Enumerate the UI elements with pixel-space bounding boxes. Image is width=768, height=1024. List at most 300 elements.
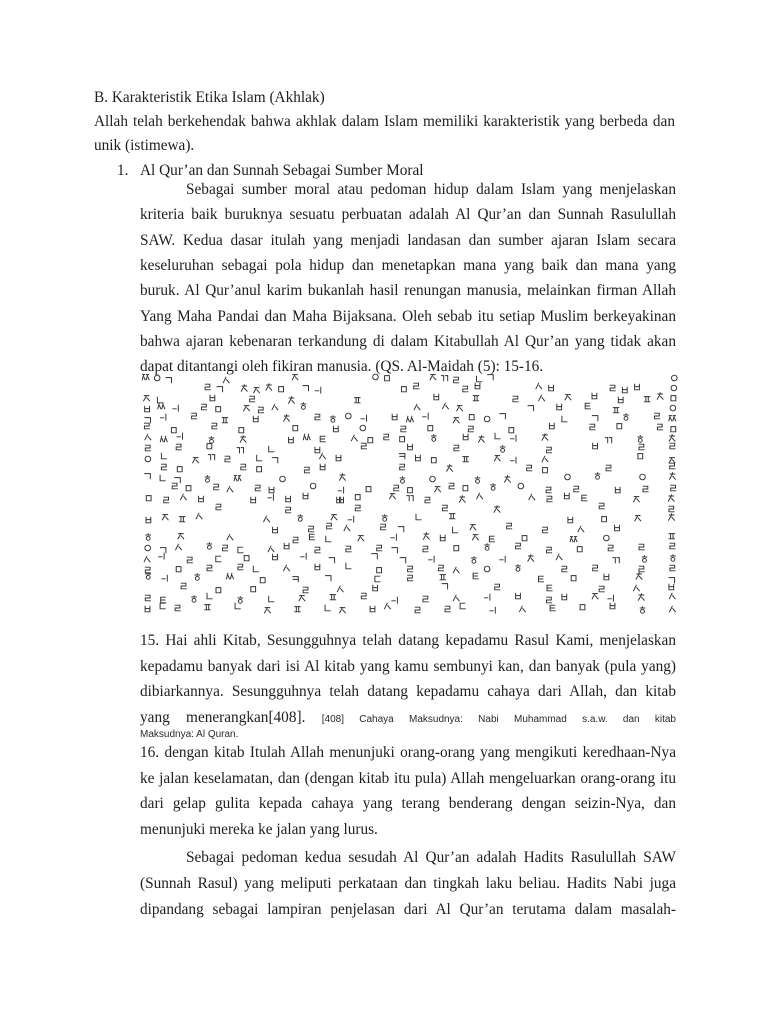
garbled-glyph: [298, 514, 304, 521]
garbled-glyph: [294, 607, 300, 612]
garbled-glyph: [160, 436, 167, 442]
garbled-glyph: [303, 587, 309, 593]
garbled-glyph: [571, 576, 576, 581]
garbled-glyph: [371, 554, 377, 560]
garbled-glyph: [320, 436, 326, 442]
garbled-glyph: [407, 566, 413, 572]
garbled-glyph: [402, 387, 407, 392]
garbled-glyph: [556, 554, 562, 560]
garbled-glyph: [161, 453, 167, 459]
garbled-glyph: [199, 496, 204, 502]
garbled-glyph: [375, 576, 381, 582]
paragraph-line: Sebagai pedoman kedua sesudah Al Qur’an adalah Hadits Rasulullah SAW: [186, 849, 676, 866]
garbled-glyph: [468, 426, 474, 432]
garbled-glyph: [564, 493, 569, 499]
garbled-glyph: [430, 476, 436, 482]
garbled-glyph: [273, 527, 278, 533]
garbled-glyph: [669, 463, 675, 469]
garbled-glyph: [391, 597, 397, 604]
garbled-glyph: [459, 495, 465, 502]
garbled-glyph: [333, 426, 338, 432]
garbled-glyph: [240, 464, 246, 470]
garbled-glyph: [469, 415, 474, 420]
garbled-glyph: [283, 414, 289, 421]
garbled-glyph: [339, 473, 345, 480]
garbled-glyph: [613, 408, 619, 413]
garbled-glyph: [489, 607, 495, 614]
garbled-glyph: [279, 387, 284, 392]
garbled-glyph: [338, 487, 344, 494]
garbled-glyph: [360, 425, 366, 431]
garbled-glyph: [238, 596, 244, 603]
garbled-glyph: [145, 406, 150, 412]
garbled-glyph: [546, 547, 552, 553]
garbled-glyph: [292, 375, 298, 381]
garbled-glyph: [315, 447, 320, 453]
garbled-glyph: [430, 375, 436, 381]
garbled-glyph: [145, 567, 151, 573]
garbled-glyph: [209, 436, 215, 443]
garbled-glyph: [289, 437, 294, 443]
garbled-glyph: [454, 445, 460, 451]
garbled-glyph: [146, 496, 151, 501]
garbled-glyph: [226, 573, 233, 579]
garbled-glyph: [216, 407, 221, 412]
garbled-glyph: [217, 387, 223, 393]
garbled-verse-row: [145, 443, 676, 453]
garbled-glyph: [671, 427, 676, 432]
garbled-glyph: [160, 548, 166, 554]
garbled-glyph: [258, 407, 264, 413]
garbled-glyph: [669, 458, 675, 464]
garbled-glyph: [406, 496, 413, 502]
garbled-glyph: [145, 606, 150, 612]
garbled-glyph: [415, 607, 421, 613]
garbled-glyph: [453, 595, 459, 601]
paragraph-line: kriteria baik buruknya sesuatu perbuatan adalah Al Qur’an dan Sunnah Rasulullah: [140, 206, 676, 223]
garbled-glyph: [635, 516, 641, 522]
garbled-glyph: [361, 415, 367, 422]
garbled-glyph: [593, 443, 598, 449]
footnote-text: [408] Cahaya Maksudnya: Nabi Muhammad s.a.w. dan kitab: [321, 714, 676, 725]
garbled-glyph: [320, 464, 325, 470]
garbled-glyph: [272, 458, 278, 464]
garbled-glyph: [460, 603, 466, 609]
garbled-glyph: [595, 472, 601, 479]
paragraph-line: SAW. Kedua dasar itulah yang menjadi landasan dan sumber ajaran Islam secara: [140, 232, 676, 249]
garbled-glyph: [670, 543, 676, 549]
garbled-glyph: [401, 426, 407, 432]
verse-translation-line: dibiarkannya. Sesungguhnya telah datang kepadamu cahaya dari Allah, dan kitab: [140, 683, 676, 700]
garbled-glyph: [602, 517, 607, 522]
garbled-glyph: [145, 572, 151, 579]
garbled-glyph: [428, 426, 433, 431]
garbled-glyph: [154, 375, 160, 381]
garbled-glyph: [377, 568, 382, 573]
verse-translation-line: [140, 708, 676, 727]
garbled-glyph: [234, 476, 241, 482]
garbled-glyph: [515, 543, 521, 549]
garbled-glyph: [494, 456, 500, 462]
garbled-glyph: [669, 584, 674, 590]
garbled-glyph: [339, 608, 345, 614]
garbled-glyph: [590, 424, 596, 430]
garbled-glyph: [484, 543, 490, 550]
garbled-glyph: [260, 578, 265, 583]
garbled-glyph: [303, 386, 309, 392]
garbled-glyph: [207, 593, 213, 599]
verse-translation-line: menunjuki mereka ke jalan yang lurus.: [140, 821, 378, 838]
garbled-glyph: [642, 555, 648, 562]
garbled-verse-row: [273, 523, 620, 533]
garbled-glyph: [309, 534, 315, 540]
garbled-glyph: [288, 396, 294, 403]
garbled-glyph: [431, 434, 437, 441]
garbled-glyph: [145, 434, 151, 440]
garbled-glyph: [447, 464, 453, 471]
garbled-glyph: [191, 413, 197, 419]
garbled-glyph: [526, 465, 532, 471]
garbled-glyph: [366, 487, 371, 492]
garbled-glyph: [172, 483, 178, 489]
garbled-verse-row: [145, 413, 676, 423]
garbled-glyph: [161, 575, 167, 582]
paragraph-line: dipandang sebagai lampiran penjelasan dari Al Qur’an terutama dalam masalah-: [140, 901, 676, 918]
paragraph-line: bahwa ajaran kebenaran terkandung di dalam Kitabullah Al Qur’an yang tidak akan: [140, 333, 676, 350]
garbled-glyph: [187, 557, 193, 563]
garbled-glyph: [549, 423, 554, 429]
garbled-glyph: [463, 486, 468, 491]
garbled-glyph: [315, 414, 321, 420]
garbled-verse-row: [144, 423, 676, 433]
garbled-verse-row: [145, 593, 676, 604]
garbled-glyph: [422, 413, 428, 420]
garbled-glyph: [237, 448, 244, 454]
intro-line: Allah telah berkehendak bahwa akhlak dalam Islam memiliki karakteristik yang berbeda dan: [94, 113, 675, 130]
garbled-glyph: [504, 475, 510, 482]
garbled-glyph: [499, 414, 505, 420]
garbled-glyph: [470, 525, 476, 531]
garbled-glyph: [644, 397, 650, 402]
garbled-glyph: [547, 496, 553, 502]
garbled-glyph: [158, 403, 165, 409]
garbled-glyph: [475, 476, 481, 483]
garbled-glyph: [195, 573, 201, 580]
garbled-glyph: [383, 434, 389, 440]
garbled-glyph: [172, 405, 178, 412]
garbled-glyph: [638, 593, 644, 600]
garbled-glyph: [408, 444, 413, 450]
garbled-glyph: [592, 565, 598, 571]
garbled-glyph: [522, 536, 527, 541]
garbled-glyph: [361, 593, 367, 599]
garbled-glyph: [373, 585, 378, 591]
garbled-glyph: [657, 392, 663, 399]
garbled-glyph: [608, 545, 614, 551]
garbled-glyph: [223, 377, 229, 383]
garbled-glyph: [414, 404, 420, 410]
garbled-glyph: [668, 513, 674, 520]
garbled-glyph: [607, 595, 613, 602]
garbled-glyph: [406, 416, 413, 422]
garbled-glyph: [243, 406, 249, 412]
garbled-glyph: [241, 384, 247, 391]
garbled-glyph: [293, 537, 299, 543]
garbled-glyph: [557, 404, 562, 410]
garbled-glyph: [622, 387, 627, 393]
garbled-glyph: [592, 393, 597, 399]
garbled-glyph: [546, 487, 552, 493]
garbled-glyph: [585, 403, 591, 409]
garbled-glyph: [423, 596, 429, 602]
verse-translation-text: yang menerangkan[408].: [140, 709, 306, 726]
garbled-glyph: [315, 564, 320, 570]
garbled-glyph: [509, 428, 514, 433]
garbled-glyph: [633, 497, 639, 503]
garbled-glyph: [423, 532, 429, 539]
garbled-verse-row: [144, 553, 676, 563]
garbled-glyph: [272, 404, 278, 410]
garbled-glyph: [207, 542, 213, 549]
garbled-glyph: [337, 586, 343, 592]
garbled-glyph: [225, 456, 231, 462]
garbled-glyph: [143, 396, 149, 402]
garbled-glyph: [477, 376, 483, 382]
garbled-glyph: [639, 544, 645, 550]
garbled-glyph: [462, 457, 468, 462]
garbled-glyph: [542, 527, 548, 533]
garbled-verse-row: [145, 453, 675, 464]
garbled-glyph: [454, 546, 459, 551]
garbled-glyph: [440, 575, 446, 580]
garbled-verse-row: [216, 503, 675, 513]
list-number: 1.: [117, 162, 129, 179]
garbled-glyph: [207, 565, 213, 571]
paragraph-line: Sebagai sumber moral atau pedoman hidup dalam Islam yang menjelaskan: [186, 181, 676, 198]
garbled-glyph: [175, 544, 181, 550]
garbled-glyph: [355, 505, 361, 511]
garbled-glyph: [380, 524, 386, 530]
verse-translation-line: dari gelap gulita kepada cahaya yang terang benderang dengan seizin-Nya, dan: [140, 795, 676, 812]
garbled-glyph: [146, 517, 151, 523]
garbled-glyph: [453, 418, 459, 424]
garbled-glyph: [484, 594, 490, 601]
garbled-glyph: [425, 497, 431, 503]
garbled-glyph: [255, 485, 261, 491]
paragraph-line: Yang Maha Pandai dan Maha Bijaksana. Oleh sebab itu setiap Muslim berkeyakinan: [140, 308, 676, 325]
garbled-glyph: [463, 434, 468, 440]
garbled-glyph: [268, 546, 274, 552]
garbled-glyph: [506, 523, 512, 529]
garbled-glyph: [670, 405, 676, 411]
garbled-glyph: [489, 536, 495, 542]
garbled-glyph: [171, 428, 176, 433]
garbled-glyph: [361, 443, 367, 449]
garbled-glyph: [515, 564, 521, 571]
garbled-verse-row: [142, 374, 677, 383]
garbled-glyph: [205, 475, 211, 482]
garbled-glyph: [547, 585, 553, 591]
garbled-glyph: [325, 605, 331, 611]
garbled-glyph: [599, 586, 605, 592]
garbled-glyph: [346, 546, 352, 552]
garbled-glyph: [157, 397, 163, 403]
garbled-glyph: [180, 494, 186, 500]
garbled-glyph: [610, 385, 616, 391]
garbled-glyph: [573, 486, 579, 492]
garbled-verse-row: [145, 563, 676, 573]
garbled-glyph: [562, 594, 567, 600]
garbled-glyph: [453, 377, 459, 383]
garbled-glyph: [669, 534, 675, 539]
garbled-glyph: [580, 605, 585, 610]
garbled-glyph: [161, 464, 167, 470]
garbled-glyph: [315, 547, 321, 553]
garbled-glyph: [301, 402, 307, 409]
garbled-glyph: [478, 435, 484, 442]
garbled-glyph: [348, 516, 354, 523]
garbled-glyph: [238, 547, 244, 553]
garbled-glyph: [163, 497, 169, 503]
garbled-glyph: [669, 472, 675, 479]
garbled-glyph: [568, 517, 573, 523]
garbled-glyph: [325, 576, 331, 582]
garbled-glyph: [330, 415, 336, 422]
paragraph-line: dapat ditantangi oleh fikiran manusia. (QS. Al-Maidah (5): 15-16.: [140, 358, 544, 375]
garbled-glyph: [393, 485, 399, 491]
garbled-glyph: [222, 545, 228, 551]
garbled-glyph: [355, 495, 360, 500]
garbled-glyph: [331, 515, 337, 521]
garbled-glyph: [285, 507, 291, 513]
garbled-glyph: [472, 535, 478, 541]
garbled-verse-row: [144, 472, 675, 483]
garbled-glyph: [477, 493, 483, 499]
garbled-glyph: [390, 534, 396, 541]
garbled-glyph: [389, 494, 395, 500]
garbled-glyph: [577, 547, 582, 552]
garbled-glyph: [423, 546, 429, 552]
garbled-glyph: [495, 433, 501, 439]
garbled-glyph: [500, 445, 506, 452]
garbled-glyph: [453, 527, 459, 533]
garbled-glyph: [407, 575, 413, 581]
garbled-glyph: [668, 494, 674, 501]
garbled-glyph: [657, 424, 663, 430]
garbled-glyph: [442, 505, 448, 511]
garbled-glyph: [308, 526, 314, 532]
garbled-glyph: [227, 486, 233, 492]
garbled-glyph: [484, 566, 490, 572]
garbled-glyph: [543, 468, 548, 473]
garbled-glyph: [636, 572, 642, 579]
garbled-glyph: [166, 378, 172, 384]
garbled-glyph: [145, 445, 151, 451]
garbled-glyph: [207, 444, 212, 449]
garbled-glyph: [300, 553, 306, 560]
garbled-glyph: [438, 565, 444, 571]
garbled-glyph: [145, 456, 151, 462]
garbled-verse-row: [181, 583, 674, 593]
garbled-glyph: [212, 423, 218, 429]
garbled-glyph: [210, 395, 215, 401]
garbled-verse-row: [145, 433, 676, 443]
garbled-verse-row: [145, 532, 675, 543]
garbled-glyph: [518, 483, 524, 489]
paragraph-line: keseluruhan sebagai pola hidup dan menetapkan mana yang baik dan mana yang: [140, 257, 676, 274]
garbled-glyph: [592, 416, 598, 422]
garbled-verse-row: [172, 483, 677, 493]
garbled-glyph: [253, 566, 259, 572]
garbled-glyph: [542, 433, 548, 440]
garbled-glyph: [399, 454, 405, 460]
garbled-glyph: [336, 455, 341, 461]
garbled-glyph: [528, 406, 534, 412]
garbled-glyph: [408, 488, 413, 493]
garbled-glyph: [669, 593, 675, 599]
garbled-glyph: [669, 434, 675, 441]
garbled-glyph: [186, 486, 191, 491]
garbled-glyph: [613, 558, 620, 564]
garbled-glyph: [251, 497, 256, 503]
garbled-glyph: [145, 595, 151, 601]
garbled-glyph: [160, 414, 166, 421]
garbled-glyph: [201, 404, 207, 410]
garbled-glyph: [669, 416, 676, 422]
garbled-glyph: [484, 416, 490, 422]
garbled-glyph: [293, 426, 298, 431]
garbled-glyph: [416, 514, 422, 520]
garbled-glyph: [179, 517, 185, 522]
garbled-verse-row: [145, 402, 676, 413]
garbled-glyph: [565, 474, 571, 480]
garbled-glyph: [442, 403, 448, 409]
verse-translation-line: ke jalan keselamatan, dan (dengan kitab itu pula) Allah mengeluarkan orang-orang itu: [140, 770, 676, 787]
garbled-glyph: [462, 386, 468, 392]
garbled-glyph: [670, 485, 676, 491]
garbled-verse-block: [140, 373, 680, 615]
garbled-glyph: [376, 545, 382, 551]
garbled-glyph: [240, 435, 246, 442]
garbled-glyph: [670, 554, 676, 561]
garbled-glyph: [346, 563, 352, 569]
garbled-glyph: [205, 384, 211, 390]
garbled-glyph: [326, 523, 332, 529]
garbled-glyph: [283, 565, 289, 571]
garbled-glyph: [639, 444, 645, 450]
garbled-glyph: [549, 385, 554, 391]
garbled-glyph: [303, 493, 308, 499]
garbled-glyph: [416, 455, 421, 461]
garbled-glyph: [176, 567, 181, 572]
garbled-glyph: [384, 603, 390, 609]
garbled-glyph: [161, 597, 167, 603]
paragraph-line: buruk. Al Qur’anul karim bukanlah hasil renungan manusia, melainkan firman Allah: [140, 282, 676, 299]
garbled-glyph: [213, 484, 219, 490]
garbled-glyph: [267, 494, 273, 501]
garbled-glyph: [519, 606, 525, 612]
garbled-glyph: [605, 438, 612, 444]
garbled-glyph: [315, 387, 321, 394]
garbled-glyph: [227, 534, 233, 540]
garbled-glyph: [610, 603, 615, 609]
garbled-glyph: [615, 487, 620, 493]
garbled-glyph: [303, 434, 310, 440]
garbled-glyph: [329, 558, 335, 564]
garbled-glyph: [286, 496, 291, 502]
verse-translation-line: 16. dengan kitab Itulah Allah menunjuki orang-orang yang mengikuti keredhaan-Nya: [140, 744, 676, 761]
garbled-glyph: [251, 587, 256, 592]
